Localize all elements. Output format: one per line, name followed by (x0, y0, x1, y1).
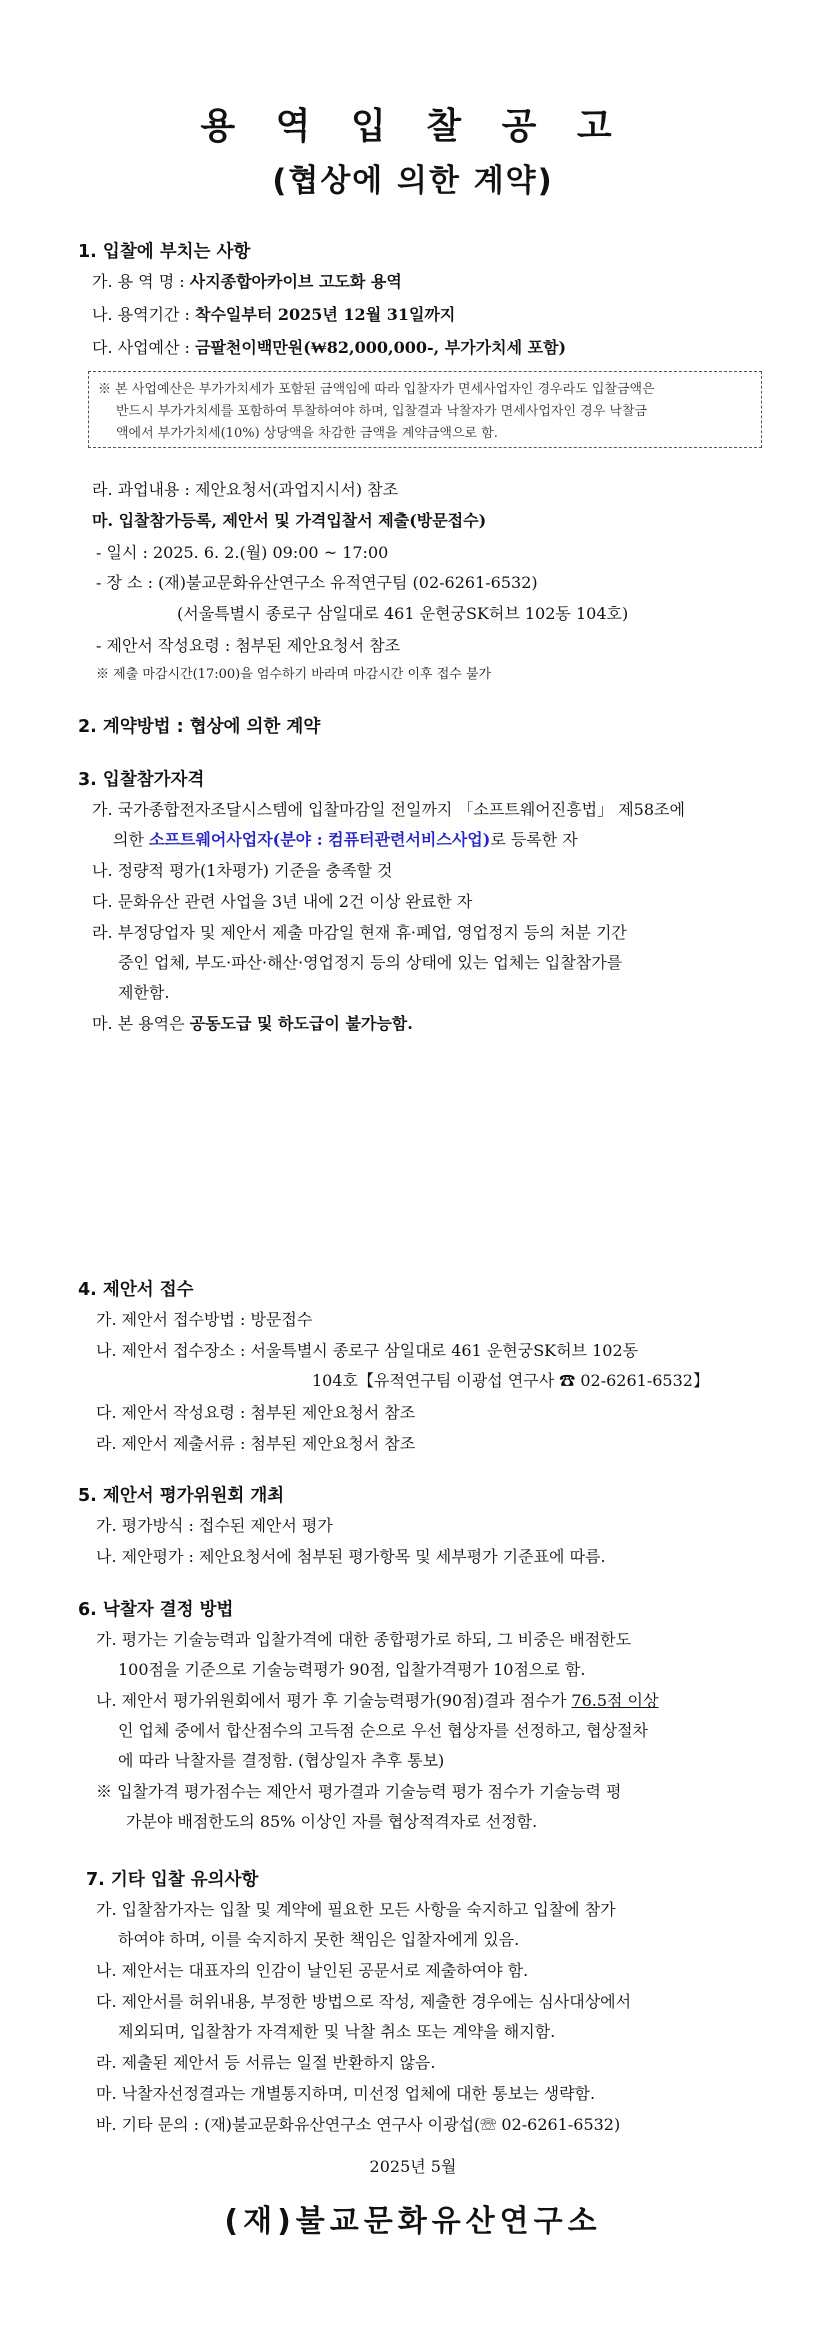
vat-note-line-3: 액에서 부가가치세(10%) 상당액을 차감한 금액을 계약금액으로 함. (116, 426, 498, 441)
qualification-d-line-1: 라. 부정당업자 및 제안서 제출 마감일 현재 휴·폐업, 영업정지 등의 처분 기간 (92, 923, 627, 942)
service-name-value: 사지종합아카이브 고도화 용역 (189, 272, 402, 291)
evaluation-method-line: 가. 평가방식 : 접수된 제안서 평가 (96, 1516, 333, 1535)
software-business-category: 소프트웨어사업자(분야 : 컴퓨터관련서비스사업) (149, 830, 491, 849)
section-7-heading: 7. 기타 입찰 유의사항 (86, 1870, 259, 1890)
section-1-heading: 1. 입찰에 부치는 사항 (78, 242, 251, 262)
vat-note-line-1: ※ 본 사업예산은 부가가치세가 포함된 금액임에 따라 입찰자가 면세사업자인 경우라도 입찰금액은 (98, 382, 655, 397)
issuing-organization: (재)불교문화유산연구소 (224, 2204, 602, 2239)
qualification-a-prefix: 의한 (113, 830, 149, 849)
award-b-line-1 (96, 1688, 658, 1711)
award-note-line-1: ※ 입찰가격 평가점수는 제안서 평가결과 기술능력 평가 점수가 기술능력 평 (96, 1782, 622, 1801)
submission-date-line: - 일시 : 2025. 6. 2.(월) 09:00 ~ 17:00 (96, 543, 389, 562)
writing-guide-line: 다. 제안서 작성요령 : 첨부된 제안요청서 참조 (96, 1403, 416, 1422)
budget-value: 금팔천이백만원(₩82,000,000-, 부가가치세 포함) (195, 338, 567, 357)
qualification-d-line-2: 중인 업체, 부도·파산·해산·영업정지 등의 상태에 있는 업체는 입찰참가를 (118, 953, 623, 972)
notice-subtitle: (협상에 의한 계약) (272, 163, 554, 199)
deadline-note: ※ 제출 마감시간(17:00)을 엄수하기 바라며 마감시간 이후 접수 불가 (96, 667, 492, 682)
notice-a-line-1: 가. 입찰참가자는 입찰 및 계약에 필요한 모든 사항을 숙지하고 입찰에 참가 (96, 1900, 616, 1919)
section-5-heading: 5. 제안서 평가위원회 개최 (78, 1486, 285, 1506)
notice-f-line: 바. 기타 문의 : (재)불교문화유산연구소 연구사 이광섭(☏ 02-6261-6532) (96, 2115, 621, 2134)
award-b-line-3: 에 따라 낙찰자를 결정함. (협상일자 추후 통보) (118, 1751, 445, 1770)
registration-line: 마. 입찰참가등록, 제안서 및 가격입찰서 제출(방문접수) (92, 511, 487, 530)
receipt-place-line-1: 나. 제안서 접수장소 : 서울특별시 종로구 삼일대로 461 운현궁SK허브 102동 (96, 1341, 639, 1360)
submission-docs-line: 라. 제안서 제출서류 : 첨부된 제안요청서 참조 (96, 1434, 416, 1453)
receipt-method-line: 가. 제안서 접수방법 : 방문접수 (96, 1310, 313, 1329)
notice-e-line: 마. 낙찰자선정결과는 개별통지하며, 미선정 업체에 대한 통보는 생략함. (96, 2084, 596, 2103)
notice-c-line-2: 제외되며, 입찰참가 자격제한 및 낙찰 취소 또는 계약을 해지함. (118, 2022, 556, 2041)
section-2-heading: 2. 계약방법 : 협상에 의한 계약 (78, 717, 321, 737)
qualification-a-suffix: 로 등록한 자 (490, 830, 578, 849)
qualification-a-line-2 (113, 827, 578, 850)
award-a-line-1: 가. 평가는 기술능력과 입찰가격에 대한 종합평가로 하되, 그 비중은 배점한도 (96, 1630, 632, 1649)
award-b-line-2: 인 업체 중에서 합산점수의 고득점 순으로 우선 협상자를 선정하고, 협상절차 (118, 1721, 648, 1740)
award-b-prefix: 나. 제안서 평가위원회에서 평가 후 기술능력평가(90점)결과 점수가 (96, 1691, 572, 1710)
qualification-d-line-3: 제한함. (118, 983, 170, 1002)
service-name-line (92, 269, 402, 292)
vat-note-line-2: 반드시 부가가치세를 포함하여 투찰하여야 하며, 입찰결과 낙찰자가 면세사업자인 경우 낙찰금 (116, 404, 648, 419)
qualification-b-line: 나. 정량적 평가(1차평가) 기준을 충족할 것 (92, 861, 393, 880)
qualification-e-prefix: 마. 본 용역은 (92, 1014, 190, 1033)
submission-place-line: - 장 소 : (재)불교문화유산연구소 유적연구팀 (02-6261-6532) (96, 573, 538, 592)
service-period-label: 나. 용역기간 : (92, 305, 196, 324)
notice-c-line-1: 다. 제안서를 허위내용, 부정한 방법으로 작성, 제출한 경우에는 심사대상에서 (96, 1992, 632, 2011)
notice-a-line-2: 하여야 하며, 이를 숙지하지 못한 책임은 입찰자에게 있음. (118, 1930, 520, 1949)
award-a-line-2: 100점을 기준으로 기술능력평가 90점, 입찰가격평가 10점으로 함. (118, 1660, 586, 1679)
notice-date: 2025년 5월 (369, 2157, 457, 2176)
task-scope-line: 라. 과업내용 : 제안요청서(과업지시서) 참조 (92, 480, 399, 499)
service-name-label: 가. 용 역 명 : (92, 272, 190, 291)
award-note-line-2: 가분야 배점한도의 85% 이상인 자를 협상적격자로 선정함. (126, 1812, 538, 1831)
qualification-e-line (92, 1011, 413, 1034)
section-4-heading: 4. 제안서 접수 (78, 1280, 194, 1300)
threshold-score: 76.5점 이상 (571, 1691, 659, 1710)
section-3-heading: 3. 입찰참가자격 (78, 770, 205, 790)
notice-title: 용 역 입 찰 공 고 (200, 106, 626, 147)
budget-label: 다. 사업예산 : (92, 338, 196, 357)
service-period-value: 착수일부터 2025년 12월 31일까지 (195, 305, 456, 324)
budget-line (92, 335, 566, 358)
notice-d-line: 라. 제출된 제안서 등 서류는 일절 반환하지 않음. (96, 2053, 436, 2072)
qualification-c-line: 다. 문화유산 관련 사업을 3년 내에 2건 이상 완료한 자 (92, 892, 473, 911)
notice-b-line: 나. 제안서는 대표자의 인감이 날인된 공문서로 제출하여야 함. (96, 1961, 529, 1980)
service-period-line (92, 302, 455, 325)
no-subcontract-text: 공동도급 및 하도급이 불가능함. (189, 1014, 413, 1033)
section-6-heading: 6. 낙찰자 결정 방법 (78, 1600, 234, 1620)
receipt-place-line-2: 104호【유적연구팀 이광섭 연구사 ☎ 02-6261-6532】 (312, 1371, 709, 1390)
qualification-a-line-1: 가. 국가종합전자조달시스템에 입찰마감일 전일까지 「소프트웨어진흥법」 제58조에 (92, 800, 685, 819)
proposal-guide-line: - 제안서 작성요령 : 첨부된 제안요청서 참조 (96, 636, 401, 655)
proposal-evaluation-line: 나. 제안평가 : 제안요청서에 첨부된 평가항목 및 세부평가 기준표에 따름. (96, 1547, 606, 1566)
submission-address-line: (서울특별시 종로구 삼일대로 461 운현궁SK허브 102동 104호) (177, 604, 629, 623)
